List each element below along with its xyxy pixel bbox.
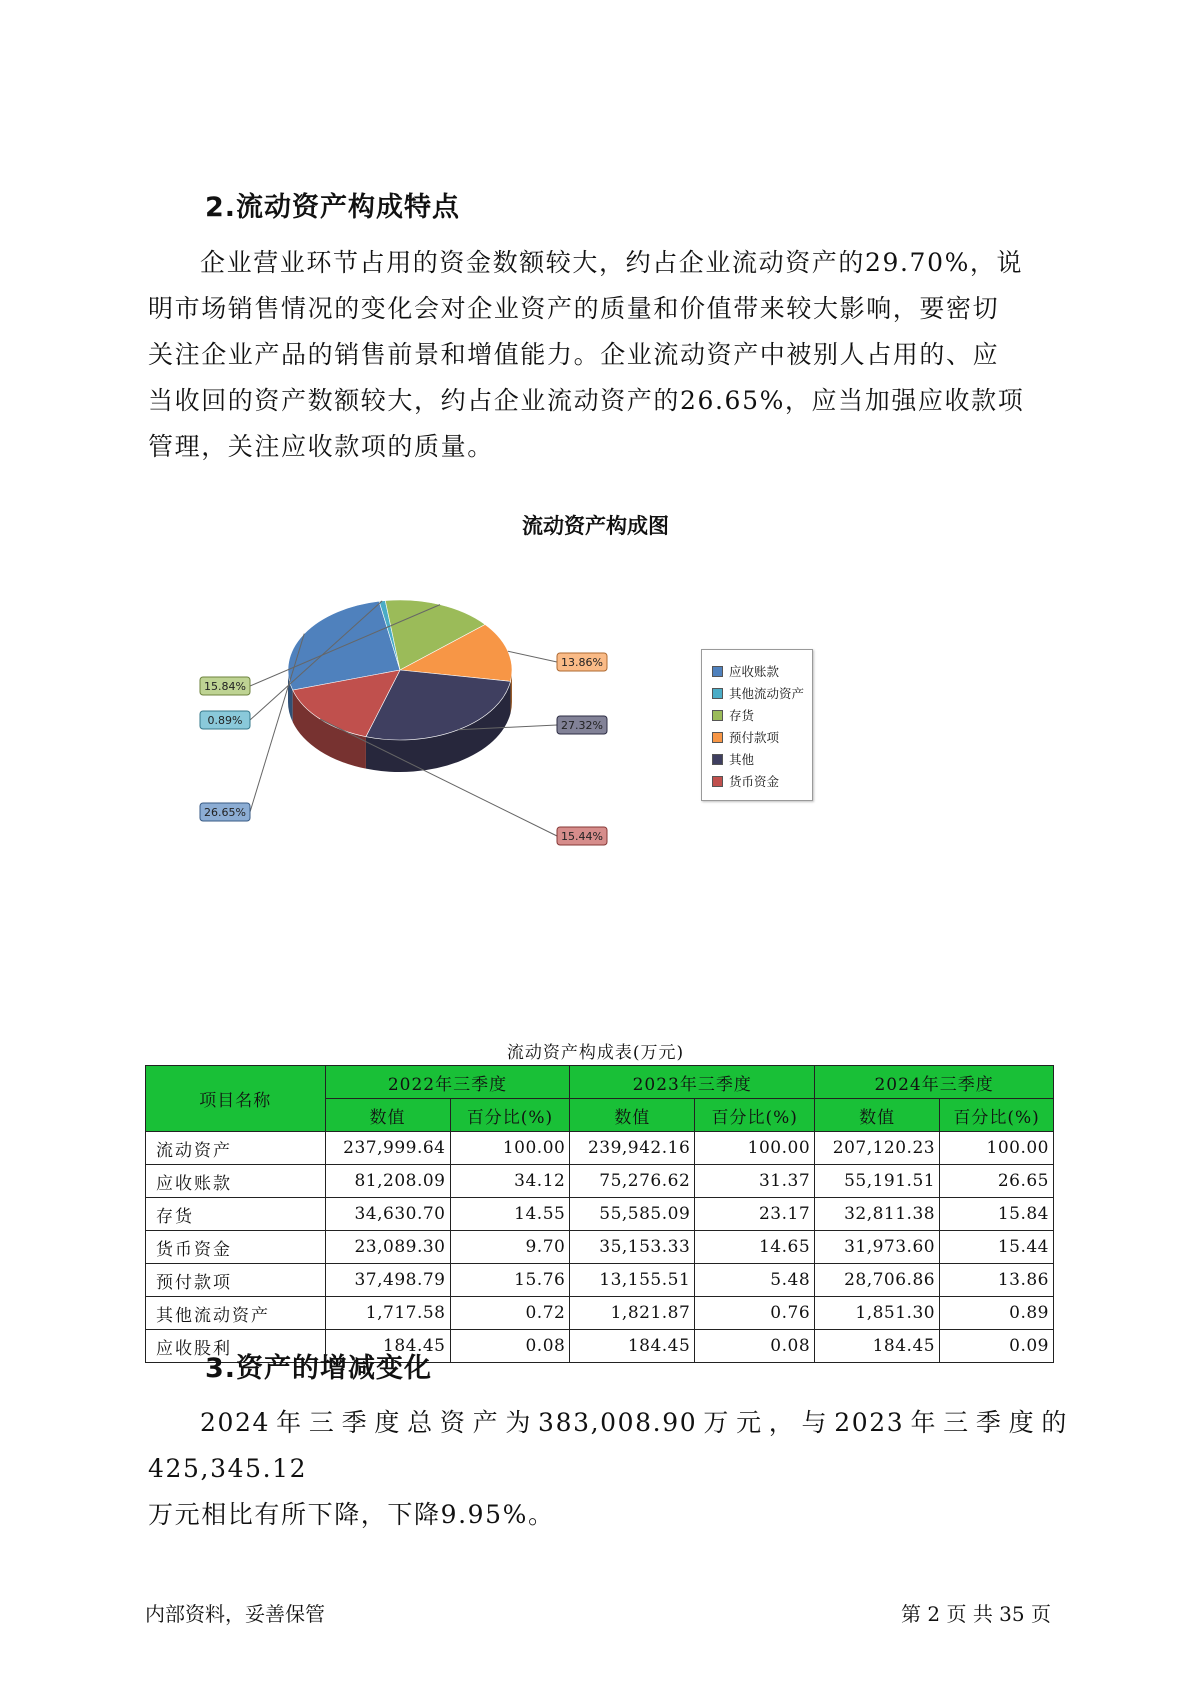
value-cell: 184.45 — [570, 1330, 695, 1363]
value-cell: 23,089.30 — [325, 1231, 450, 1264]
percent-cell: 9.70 — [450, 1231, 570, 1264]
column-header-percent: 百分比(%) — [940, 1099, 1054, 1132]
value-cell: 184.45 — [325, 1330, 450, 1363]
legend-item — [712, 772, 779, 790]
value-cell: 31,973.60 — [815, 1231, 940, 1264]
legend-item — [712, 750, 754, 768]
percent-cell: 23.17 — [695, 1198, 815, 1231]
percent-cell: 0.72 — [450, 1297, 570, 1330]
legend-label: 存货 — [729, 708, 755, 723]
section-heading: 3.资产的增减变化 — [205, 1353, 433, 1384]
percent-cell: 14.65 — [695, 1231, 815, 1264]
percent-cell: 0.76 — [695, 1297, 815, 1330]
legend-label: 其他流动资产 — [729, 686, 805, 701]
value-cell: 239,942.16 — [570, 1132, 695, 1165]
footer-note: 内部资料，妥善保管 — [145, 1602, 325, 1626]
value-cell: 1,851.30 — [815, 1297, 940, 1330]
legend-label: 货币资金 — [729, 774, 780, 789]
percent-cell: 5.48 — [695, 1264, 815, 1297]
value-cell: 237,999.64 — [325, 1132, 450, 1165]
paragraph-line: 当收回的资产数额较大，约占企业流动资产的26.65%，应当加强应收款项 — [148, 386, 1025, 415]
row-label: 流动资产 — [146, 1132, 326, 1165]
column-header-period: 2022年三季度 — [325, 1066, 570, 1099]
percent-cell: 14.55 — [450, 1198, 570, 1231]
column-header-period: 2023年三季度 — [570, 1066, 815, 1099]
value-cell: 55,191.51 — [815, 1165, 940, 1198]
asset-composition-table — [145, 1065, 1054, 1363]
paragraph-line: 明市场销售情况的变化会对企业资产的质量和价值带来较大影响，要密切 — [148, 294, 1000, 323]
row-label: 货币资金 — [146, 1231, 326, 1264]
percent-cell: 15.44 — [940, 1231, 1054, 1264]
row-label: 存货 — [146, 1198, 326, 1231]
column-header-value: 数值 — [570, 1099, 695, 1132]
value-cell: 32,811.38 — [815, 1198, 940, 1231]
legend-swatch — [712, 666, 723, 677]
legend-item — [712, 728, 779, 746]
section3-paragraph — [148, 1400, 1068, 1538]
section2-paragraph — [148, 240, 1048, 470]
value-cell: 28,706.86 — [815, 1264, 940, 1297]
percent-cell: 100.00 — [695, 1132, 815, 1165]
data-label: 15.84% — [204, 680, 246, 693]
label-leader-line — [508, 651, 557, 662]
value-cell: 1,717.58 — [325, 1297, 450, 1330]
column-header-value: 数值 — [325, 1099, 450, 1132]
legend-swatch — [712, 688, 723, 699]
column-header-item: 项目名称 — [146, 1066, 326, 1132]
percent-cell: 15.84 — [940, 1198, 1054, 1231]
percent-cell: 100.00 — [940, 1132, 1054, 1165]
value-cell: 1,821.87 — [570, 1297, 695, 1330]
row-label: 其他流动资产 — [146, 1297, 326, 1330]
legend-swatch — [712, 776, 723, 787]
data-label: 26.65% — [204, 806, 246, 819]
data-label: 13.86% — [561, 656, 603, 669]
table-row — [146, 1264, 1054, 1297]
value-cell: 13,155.51 — [570, 1264, 695, 1297]
row-label: 预付款项 — [146, 1264, 326, 1297]
percent-cell: 0.89 — [940, 1297, 1054, 1330]
percent-cell: 34.12 — [450, 1165, 570, 1198]
column-header-percent: 百分比(%) — [695, 1099, 815, 1132]
table-row — [146, 1165, 1054, 1198]
legend-swatch — [712, 732, 723, 743]
value-cell: 81,208.09 — [325, 1165, 450, 1198]
data-label: 27.32% — [561, 719, 603, 732]
table-row — [146, 1132, 1054, 1165]
value-cell: 34,630.70 — [325, 1198, 450, 1231]
legend-label: 其他 — [729, 752, 755, 767]
value-cell: 35,153.33 — [570, 1231, 695, 1264]
value-cell: 55,585.09 — [570, 1198, 695, 1231]
page-number: 第 2 页 共 35 页 — [901, 1602, 1051, 1626]
paragraph-line: 2024年三季度总资产为383,008.90万元，与2023年三季度的425,345.12 — [148, 1408, 1068, 1483]
paragraph-line: 关注企业产品的销售前景和增值能力。企业流动资产中被别人占用的、应 — [148, 340, 1000, 369]
column-header-period: 2024年三季度 — [815, 1066, 1054, 1099]
paragraph-line: 万元相比有所下降，下降9.95%。 — [148, 1500, 555, 1529]
value-cell: 75,276.62 — [570, 1165, 695, 1198]
legend-item — [712, 662, 779, 680]
percent-cell: 26.65 — [940, 1165, 1054, 1198]
pie-chart — [195, 570, 675, 843]
value-cell: 37,498.79 — [325, 1264, 450, 1297]
paragraph-line: 企业营业环节占用的资金数额较大，约占企业流动资产的29.70%，说 — [200, 248, 1024, 277]
section-heading: 2.流动资产构成特点 — [205, 192, 461, 223]
percent-cell: 100.00 — [450, 1132, 570, 1165]
legend-swatch — [712, 710, 723, 721]
percent-cell: 0.08 — [450, 1330, 570, 1363]
percent-cell: 15.76 — [450, 1264, 570, 1297]
percent-cell: 13.86 — [940, 1264, 1054, 1297]
table-row — [146, 1198, 1054, 1231]
value-cell: 207,120.23 — [815, 1132, 940, 1165]
percent-cell: 0.09 — [940, 1330, 1054, 1363]
percent-cell: 0.08 — [695, 1330, 815, 1363]
table-row — [146, 1297, 1054, 1330]
data-label: 0.89% — [207, 714, 243, 727]
legend-swatch — [712, 754, 723, 765]
value-cell: 184.45 — [815, 1330, 940, 1363]
percent-cell: 31.37 — [695, 1165, 815, 1198]
data-label: 15.44% — [561, 830, 603, 843]
chart-legend — [701, 649, 813, 801]
column-header-value: 数值 — [815, 1099, 940, 1132]
table-caption: 流动资产构成表(万元) — [506, 1043, 685, 1063]
row-label: 应收账款 — [146, 1165, 326, 1198]
legend-label: 预付款项 — [729, 730, 780, 745]
table-header-row — [146, 1066, 1054, 1099]
legend-item — [712, 684, 804, 702]
paragraph-line: 管理，关注应收款项的质量。 — [148, 432, 494, 461]
chart-title: 流动资产构成图 — [522, 514, 669, 538]
row-label: 应收股利 — [146, 1330, 326, 1363]
legend-item — [712, 706, 754, 724]
legend-label: 应收账款 — [729, 664, 780, 679]
column-header-percent: 百分比(%) — [450, 1099, 570, 1132]
table-row — [146, 1231, 1054, 1264]
